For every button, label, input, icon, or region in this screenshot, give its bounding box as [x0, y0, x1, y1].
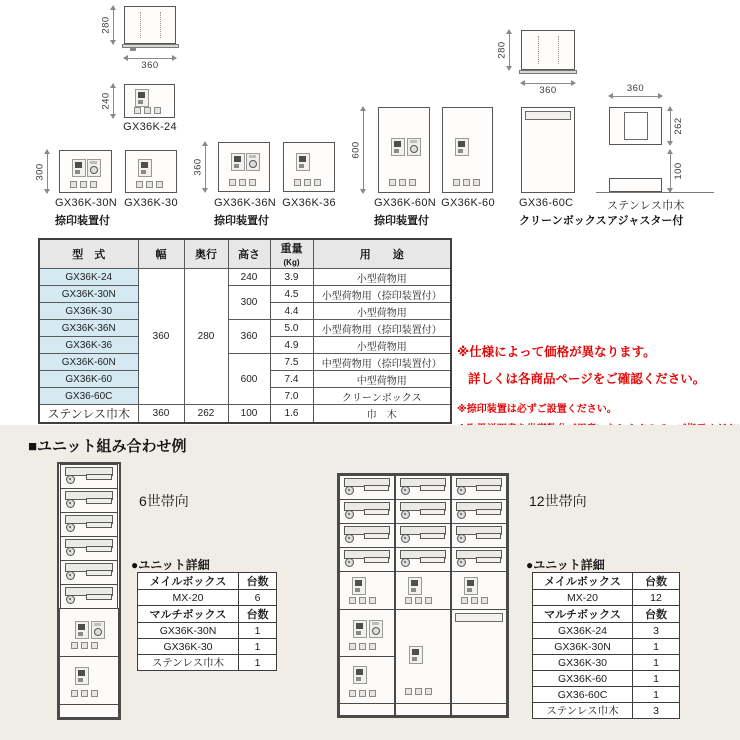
unit-table-row — [138, 623, 277, 639]
spec-cell-width: 360 — [138, 405, 184, 424]
spec-table — [38, 238, 452, 424]
mailbox-compartment — [451, 547, 507, 572]
drawing-label-gx36k-24: GX36K-24 — [123, 121, 177, 133]
name-card-slot — [86, 474, 112, 480]
vent-squares — [349, 643, 376, 650]
section-title: ■ユニット組み合わせ例 — [28, 438, 187, 455]
dial-lock-icon — [345, 486, 354, 495]
habaki-base — [339, 703, 395, 716]
dial-lock-icon — [66, 595, 75, 604]
drawing-gx36k-36 — [283, 142, 335, 192]
mailbox-compartment — [395, 475, 451, 500]
dial-lock-icon — [345, 534, 354, 543]
spec-cell-weight: 3.9 — [270, 269, 313, 286]
dimension-100 — [670, 150, 684, 192]
notes-block — [457, 342, 739, 435]
mailbox-compartment — [339, 547, 395, 572]
weight-unit: (Kg) — [283, 258, 300, 267]
dim-label: 100 — [672, 162, 684, 180]
unit-table-row — [138, 639, 277, 655]
unit-cell-name: MX-20 — [138, 590, 239, 606]
foot — [130, 48, 136, 51]
unit-table-row — [533, 687, 680, 703]
unit-table-row — [533, 590, 680, 606]
lock-device-icon — [353, 666, 367, 684]
unit-drawing-6 — [57, 462, 121, 720]
dial-lock-icon — [457, 510, 466, 519]
spec-cell-weight: 4.5 — [270, 286, 313, 303]
vent-squares — [453, 179, 480, 186]
dimension-360-topview-b — [521, 83, 575, 96]
mailbox-compartment — [60, 488, 118, 513]
spec-cell-depth: 262 — [184, 405, 228, 424]
multibox-gx36k-30 — [339, 656, 395, 704]
spec-header-row — [39, 239, 451, 269]
name-card-slot — [476, 557, 501, 563]
unit-cell-qty: 1 — [239, 639, 277, 655]
dim-label: 360 — [626, 83, 645, 94]
vent-squares — [134, 107, 161, 114]
drawing-label-gx36k-60n: GX36K-60N — [373, 197, 436, 209]
detail-title-right: ●ユニット詳細 — [526, 558, 605, 572]
spec-cell-use: 小型荷物用 — [313, 337, 451, 354]
unit-cell-qty: 1 — [633, 639, 680, 655]
name-card-slot — [420, 485, 445, 491]
mailbox-compartment — [60, 464, 118, 489]
lock-device-icon — [455, 138, 469, 156]
lock-device-icon — [138, 159, 152, 177]
dotted-line — [160, 12, 161, 38]
mailbox-compartment — [339, 523, 395, 548]
multibox-gx36k-24 — [339, 571, 395, 610]
name-card-slot — [86, 570, 112, 576]
unit-detail-table-12 — [532, 572, 680, 719]
dim-label: 240 — [100, 92, 112, 110]
multibox-gx36k-30n — [59, 608, 119, 657]
drawing-label-gx36k-30n: GX36K-30N — [54, 197, 117, 209]
mailbox-compartment — [395, 547, 451, 572]
unit-cell-name: マルチボックス — [138, 606, 239, 623]
lock-device-icon — [409, 646, 423, 664]
habaki-base — [451, 703, 507, 716]
unit-table-row — [138, 606, 277, 623]
spec-row — [39, 354, 451, 371]
multibox-gx36k-24 — [395, 571, 451, 610]
lock-device-icon — [296, 153, 310, 171]
top-view-drawing-a — [124, 6, 176, 44]
name-card-slot — [86, 522, 112, 528]
vent-squares — [349, 597, 376, 604]
name-card-slot — [420, 533, 445, 539]
mailbox-compartment — [60, 560, 118, 585]
spec-cell-weight: 7.4 — [270, 371, 313, 388]
drawing-habaki-top-view — [609, 107, 662, 145]
spec-cell-model: GX36K-60N — [39, 354, 138, 371]
spec-cell-use: 小型荷物用 — [313, 303, 451, 320]
dimension-360-topview-a — [124, 58, 176, 71]
vent-squares — [136, 181, 163, 188]
vent-squares — [229, 179, 256, 186]
drawing-gx36k-24 — [124, 84, 175, 118]
spec-cell-model: GX36K-60 — [39, 371, 138, 388]
spec-cell-height: 240 — [228, 269, 270, 286]
mailbox-compartment — [451, 499, 507, 524]
unit-cell-name: ステンレス巾木 — [138, 655, 239, 671]
drawing-note-cleanbox: クリーンボックス — [519, 215, 607, 227]
spec-row — [39, 269, 451, 286]
spec-cell-use: 中型荷物用（捺印装置付） — [313, 354, 451, 371]
vent-squares — [405, 597, 432, 604]
spec-cell-model: GX36K-24 — [39, 269, 138, 286]
mailbox-compartment — [451, 475, 507, 500]
unit-cell-qty: 1 — [633, 687, 680, 703]
dotted-line — [538, 36, 539, 64]
drawing-gx36k-36n — [218, 142, 270, 192]
dial-lock-icon — [66, 571, 75, 580]
spec-cell-model: GX36K-36N — [39, 320, 138, 337]
spec-cell-height: 600 — [228, 354, 270, 405]
spec-cell-depth-shared: 280 — [184, 269, 228, 405]
mailbox-compartment — [60, 536, 118, 561]
mailbox-compartment — [395, 499, 451, 524]
unit-table-row — [533, 606, 680, 623]
dial-lock-icon — [401, 486, 410, 495]
spec-row — [39, 320, 451, 337]
drawing-label-gx36k-36: GX36K-36 — [282, 197, 336, 209]
lock-device-icon — [231, 153, 245, 171]
spec-cell-use: クリーンボックス — [313, 388, 451, 405]
stamp-device-icon — [87, 159, 101, 177]
drawing-label-gx36-60c: GX36-60C — [519, 197, 574, 209]
unit-detail-table-6 — [137, 572, 277, 671]
dial-lock-icon — [457, 558, 466, 567]
name-card-slot — [476, 533, 501, 539]
drawing-gx36k-30 — [125, 150, 177, 193]
drawing-gx36k-30n — [59, 150, 112, 193]
dial-lock-icon — [401, 558, 410, 567]
unit-cell-name: GX36-60C — [533, 687, 633, 703]
spec-header-width: 幅 — [138, 239, 184, 269]
note-stamp-device: ※捺印装置は必ずご設置ください。 — [457, 404, 617, 415]
mailbox-compartment — [339, 499, 395, 524]
dim-label: 280 — [496, 41, 508, 59]
dial-lock-icon — [345, 558, 354, 567]
name-card-slot — [86, 498, 112, 504]
spec-cell-weight: 5.0 — [270, 320, 313, 337]
vent-squares — [71, 642, 98, 649]
name-card-slot — [420, 557, 445, 563]
unit-cell-qty: 台数 — [239, 606, 277, 623]
unit-table-row — [138, 573, 277, 590]
unit-cell-name: GX36K-30N — [533, 639, 633, 655]
clean-box-slot — [525, 111, 571, 120]
lock-device-icon — [464, 577, 478, 595]
spec-cell-weight: 4.4 — [270, 303, 313, 320]
unit-cell-name: GX36K-30 — [533, 655, 633, 671]
dim-label: 360 — [141, 60, 159, 71]
habaki-base — [395, 703, 451, 716]
habaki-base — [59, 704, 119, 718]
lock-device-icon — [408, 577, 422, 595]
dial-lock-icon — [457, 486, 466, 495]
unit-cell-qty: 12 — [633, 590, 680, 606]
spec-cell-model: GX36K-30 — [39, 303, 138, 320]
dim-label: 600 — [350, 141, 362, 159]
weight-label: 重量 — [280, 243, 303, 255]
drawing-note-stamp: 捺印装置付 — [55, 215, 110, 227]
dimension-280-topview-a — [100, 6, 114, 44]
dim-label: 360 — [192, 158, 204, 176]
mailbox-compartment — [60, 512, 118, 537]
unit-cell-qty: 1 — [633, 655, 680, 671]
spec-cell-use: 小型荷物用（捺印装置付） — [313, 286, 451, 303]
dimension-360-habaki — [609, 83, 662, 97]
unit-cell-name: メイルボックス — [533, 573, 633, 590]
mailbox-compartment — [451, 523, 507, 548]
unit-table-row — [533, 671, 680, 687]
note-price: ※仕様によって価格が異なります。 — [457, 345, 656, 359]
vent-squares — [70, 181, 97, 188]
name-card-slot — [364, 485, 389, 491]
dimension-600 — [350, 107, 364, 193]
spec-cell-weight: 4.9 — [270, 337, 313, 354]
drawing-note-stamp: 捺印装置付 — [214, 215, 269, 227]
top-view-drawing-b — [521, 30, 575, 70]
unit-cell-name: MX-20 — [533, 590, 633, 606]
dimension-262 — [670, 107, 684, 145]
unit-cell-qty: 3 — [633, 623, 680, 639]
unit-table-row — [533, 573, 680, 590]
dial-lock-icon — [66, 499, 75, 508]
drawing-gx36k-60n — [378, 107, 430, 193]
dial-lock-icon — [457, 534, 466, 543]
name-card-slot — [476, 485, 501, 491]
spec-cell-height: 300 — [228, 286, 270, 320]
lock-device-icon — [391, 138, 405, 156]
vent-squares — [389, 179, 416, 186]
vent-squares — [71, 690, 98, 697]
dotted-line — [140, 12, 141, 38]
spec-cell-use: 小型荷物用（捺印装置付） — [313, 320, 451, 337]
unit-cell-qty: 1 — [239, 623, 277, 639]
stamp-device-icon — [369, 620, 383, 638]
lock-device-icon — [353, 620, 367, 638]
unit-drawing-12 — [337, 473, 509, 718]
mailbox-compartment — [60, 584, 118, 609]
dial-lock-icon — [401, 510, 410, 519]
vent-squares — [294, 179, 321, 186]
spec-header-weight — [270, 239, 313, 269]
name-card-slot — [420, 509, 445, 515]
stamp-device-icon — [91, 621, 105, 639]
vent-squares — [349, 690, 376, 697]
unit-cell-name: GX36K-60 — [533, 671, 633, 687]
multibox-gx36k-30n — [339, 609, 395, 657]
note-price-detail: 詳しくは各商品ページをご確認ください。 — [468, 372, 706, 386]
multibox-gx36k-60 — [395, 609, 451, 704]
drawing-note-stamp: 捺印装置付 — [374, 215, 429, 227]
spec-cell-use: 小型荷物用 — [313, 269, 451, 286]
dimension-360-gx36 — [192, 142, 206, 192]
multibox-gx36k-24 — [451, 571, 507, 610]
clean-box-slot — [455, 613, 503, 622]
stamp-device-icon — [246, 153, 260, 171]
unit-cell-name: ステンレス巾木 — [533, 703, 633, 719]
unit-cell-qty: 6 — [239, 590, 277, 606]
spec-cell-model: GX36-60C — [39, 388, 138, 405]
spec-header-model: 型 式 — [39, 239, 138, 269]
drawing-note-adjuster: アジャスター付 — [607, 215, 684, 227]
name-card-slot — [86, 594, 112, 600]
multibox-gx36-60c — [451, 609, 507, 704]
drawing-label-gx36k-36n: GX36K-36N — [213, 197, 276, 209]
spec-cell-width-shared: 360 — [138, 269, 184, 405]
vent-squares — [405, 688, 432, 695]
drawing-gx36k-60 — [442, 107, 493, 193]
dimension-240 — [100, 84, 114, 118]
dim-label: 262 — [672, 117, 684, 135]
dim-label: 360 — [539, 85, 557, 96]
drawing-habaki-front-view — [609, 178, 662, 192]
spec-cell-weight: 7.0 — [270, 388, 313, 405]
spec-cell-height: 360 — [228, 320, 270, 354]
unit-cell-name: GX36K-30N — [138, 623, 239, 639]
name-card-slot — [364, 533, 389, 539]
unit-cell-name: マルチボックス — [533, 606, 633, 623]
spec-cell-use: 巾 木 — [313, 405, 451, 424]
dim-label: 280 — [100, 16, 112, 34]
dial-lock-icon — [66, 523, 75, 532]
unit-cell-qty: 台数 — [633, 606, 680, 623]
name-card-slot — [86, 546, 112, 552]
unit-cell-qty: 1 — [239, 655, 277, 671]
spec-cell-weight: 7.5 — [270, 354, 313, 371]
unit-cell-qty: 3 — [633, 703, 680, 719]
stamp-device-icon — [407, 138, 421, 156]
ground-line — [596, 192, 714, 193]
spec-row — [39, 405, 451, 424]
spec-cell-use: 中型荷物用 — [313, 371, 451, 388]
mailbox-compartment — [395, 523, 451, 548]
spec-header-height: 高さ — [228, 239, 270, 269]
spec-cell-model: ステンレス巾木 — [39, 405, 138, 424]
dim-label: 300 — [34, 162, 46, 181]
drawing-label-gx36k-30: GX36K-30 — [124, 197, 178, 209]
name-card-slot — [476, 509, 501, 515]
unit-cell-qty: 台数 — [239, 573, 277, 590]
base-plate — [519, 70, 577, 74]
lock-device-icon — [72, 159, 86, 177]
name-card-slot — [364, 509, 389, 515]
unit-cell-qty: 台数 — [633, 573, 680, 590]
dial-lock-icon — [66, 475, 75, 484]
unit-cell-name: メイルボックス — [138, 573, 239, 590]
unit-table-row — [533, 655, 680, 671]
dial-lock-icon — [66, 547, 75, 556]
unit-label-12: 12世帯向 — [529, 493, 587, 509]
dimension-280-topview-b — [496, 30, 510, 70]
unit-table-row — [533, 623, 680, 639]
lock-device-icon — [75, 621, 89, 639]
dotted-line — [558, 36, 559, 64]
multibox-gx36k-30 — [59, 656, 119, 705]
unit-label-6: 6世帯向 — [139, 493, 189, 509]
mailbox-compartment — [339, 475, 395, 500]
dial-lock-icon — [345, 510, 354, 519]
unit-cell-name: GX36K-24 — [533, 623, 633, 639]
spec-cell-height: 100 — [228, 405, 270, 424]
habaki-opening — [624, 112, 648, 140]
lock-device-icon — [75, 667, 89, 685]
vent-squares — [461, 597, 488, 604]
unit-cell-name: GX36K-30 — [138, 639, 239, 655]
spec-cell-model: GX36K-30N — [39, 286, 138, 303]
unit-table-row — [533, 703, 680, 719]
spec-cell-weight: 1.6 — [270, 405, 313, 424]
lock-device-icon — [135, 89, 149, 107]
dial-lock-icon — [401, 534, 410, 543]
spec-header-use: 用 途 — [313, 239, 451, 269]
dimension-300 — [34, 150, 48, 193]
unit-combination-section — [0, 425, 740, 740]
spec-header-depth: 奥行 — [184, 239, 228, 269]
drawing-label-gx36k-60: GX36K-60 — [441, 197, 495, 209]
name-card-slot — [364, 557, 389, 563]
unit-table-row — [138, 655, 277, 671]
detail-title-left: ●ユニット詳細 — [131, 558, 210, 572]
unit-table-row — [138, 590, 277, 606]
drawing-label-habaki: ステンレス巾木 — [607, 200, 685, 212]
unit-table-row — [533, 639, 680, 655]
spec-row — [39, 286, 451, 303]
spec-cell-model: GX36K-36 — [39, 337, 138, 354]
drawing-gx36-60c — [521, 107, 575, 193]
unit-cell-qty: 1 — [633, 671, 680, 687]
lock-device-icon — [352, 577, 366, 595]
